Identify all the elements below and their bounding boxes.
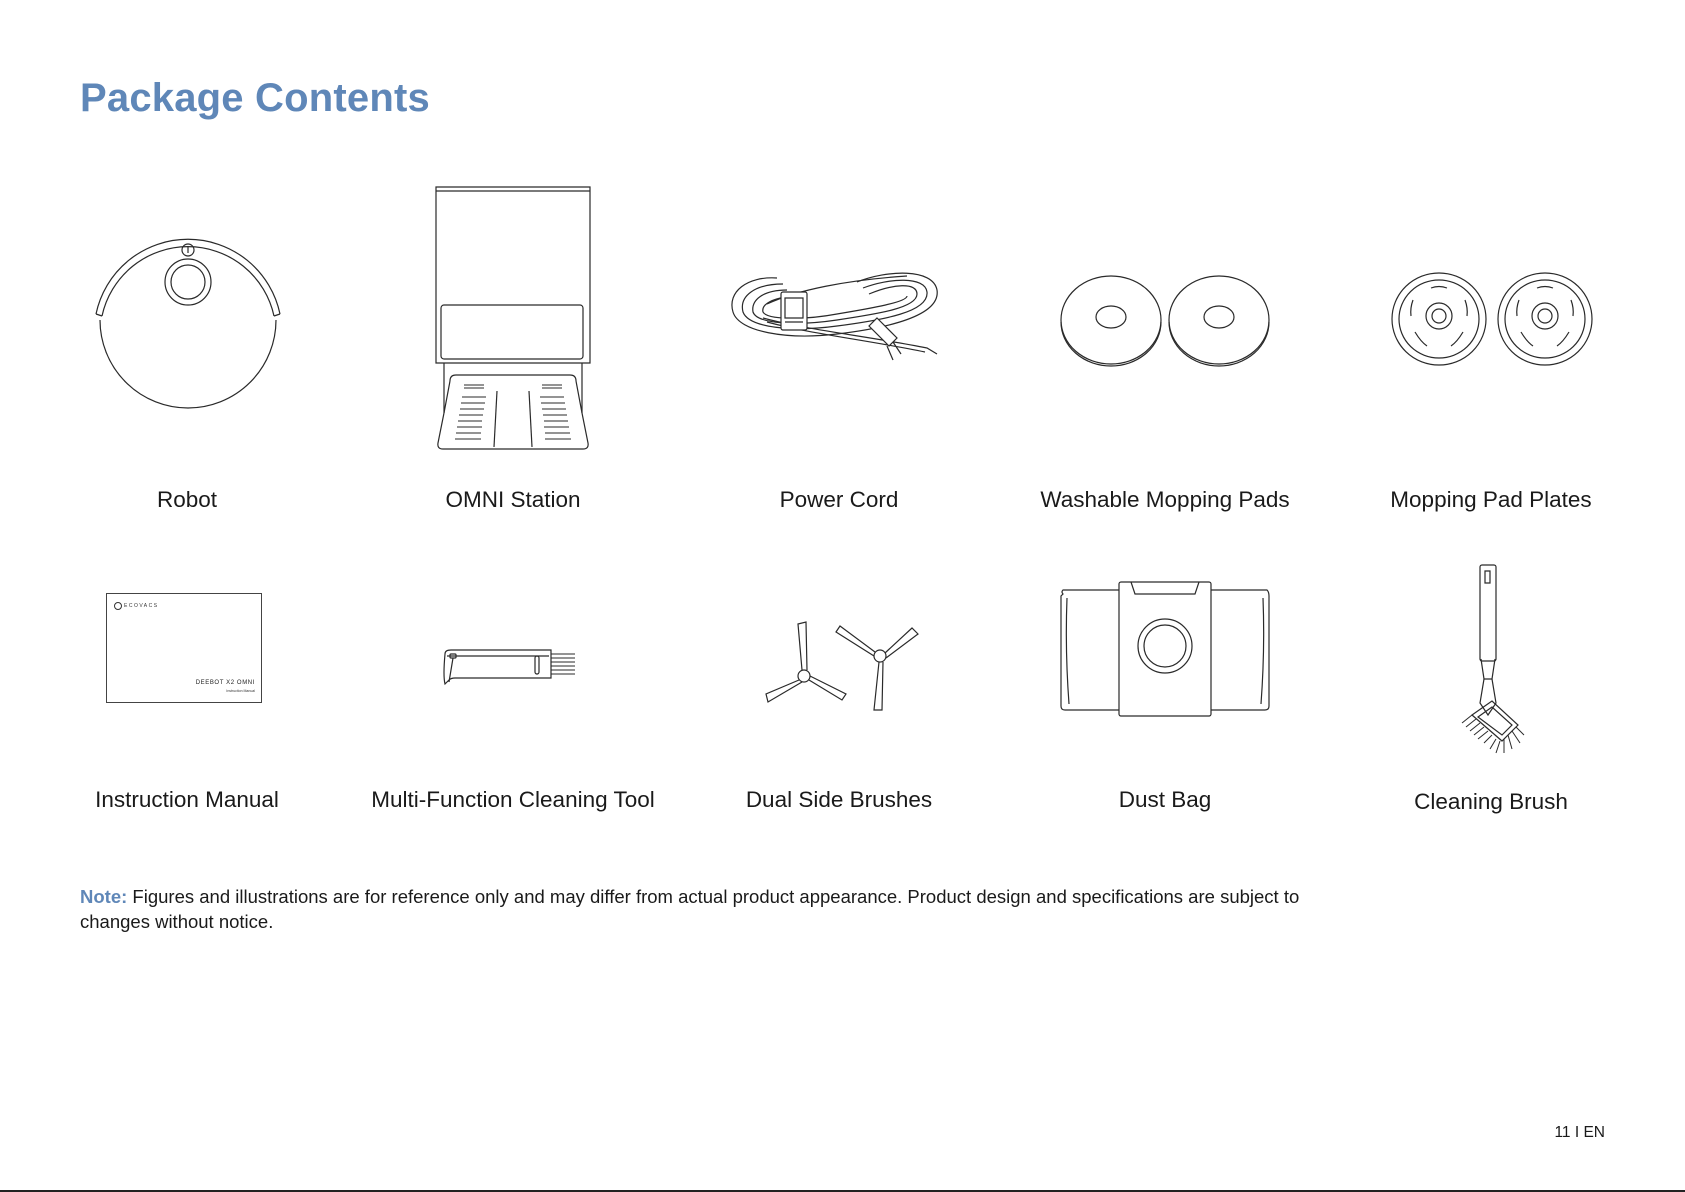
item-label: Power Cord: [779, 487, 899, 512]
item-label: Washable Mopping Pads: [1040, 487, 1290, 512]
item-cleaning-brush: [1326, 560, 1656, 900]
item-label: Cleaning Brush: [1414, 789, 1568, 814]
item-robot: [22, 180, 352, 520]
mopping-pad-plates-icon: [1391, 270, 1593, 370]
ecovacs-logo-icon: [114, 602, 122, 610]
manual-subtitle: Instruction Manual: [226, 689, 255, 693]
item-label: Robot: [156, 487, 218, 512]
instruction-manual-icon: [106, 593, 262, 703]
item-label: Dual Side Brushes: [745, 787, 933, 812]
mopping-pads-icon: [1059, 272, 1271, 378]
power-cord-icon: [727, 260, 953, 370]
cleaning-tool-icon: [441, 646, 579, 686]
item-mopping-pad-plates: [1326, 180, 1656, 520]
item-washable-mopping-pads: [1000, 180, 1330, 520]
page-title: Package Contents: [80, 76, 430, 120]
note-label: Note:: [80, 886, 128, 907]
item-label: Instruction Manual: [95, 787, 279, 812]
item-omni-station: [348, 180, 678, 520]
item-instruction-manual: [22, 560, 352, 900]
manual-brand: ECOVACS: [124, 603, 159, 609]
omni-station-icon: [434, 185, 594, 455]
page-number: 11 I EN: [1554, 1124, 1605, 1141]
item-label: Multi-Function Cleaning Tool: [371, 787, 655, 812]
item-dual-side-brushes: [674, 560, 1004, 900]
manual-model: DEEBOT X2 OMNI: [195, 680, 255, 686]
side-brushes-icon: [762, 618, 922, 718]
item-dust-bag: [1000, 560, 1330, 900]
note: [80, 884, 1330, 934]
item-label: OMNI Station: [445, 487, 581, 512]
item-multi-function-cleaning-tool: [348, 560, 678, 900]
dust-bag-icon: [1059, 580, 1271, 720]
robot-vacuum-icon: [88, 220, 288, 420]
cleaning-brush-icon: [1456, 563, 1528, 763]
item-label: Dust Bag: [1118, 787, 1212, 812]
item-power-cord: [674, 180, 1004, 520]
item-label: Mopping Pad Plates: [1390, 487, 1592, 512]
note-text: Figures and illustrations are for reference only and may differ from actual product appearance. Product design and specifications are subject to changes without notice.: [80, 886, 1300, 932]
